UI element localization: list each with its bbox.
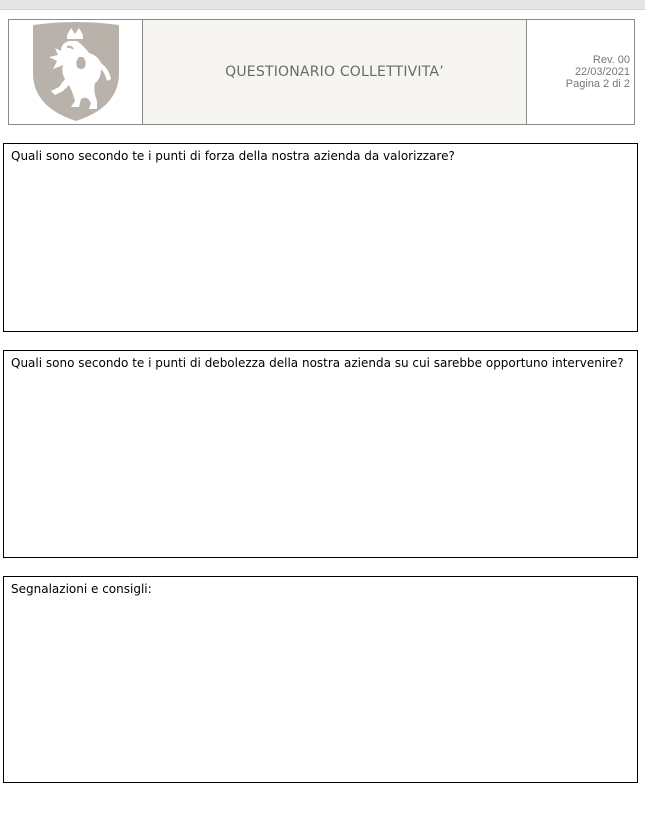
document-header xyxy=(8,19,635,125)
question-text: Segnalazioni e consigli: xyxy=(11,582,152,596)
page-number-label: Pagina 2 di 2 xyxy=(565,78,630,90)
document-title: QUESTIONARIO COLLETTIVITA’ xyxy=(143,20,527,124)
question-text: Quali sono secondo te i punti di forza della nostra azienda da valorizzare? xyxy=(11,149,455,163)
window-top-bar xyxy=(0,0,645,10)
revision-label: Rev. 00 xyxy=(592,54,630,66)
question-box-strengths[interactable] xyxy=(3,143,638,332)
question-text: Quali sono secondo te i punti di debolezza della nostra azienda su cui sarebbe opportuno intervenire? xyxy=(11,356,624,370)
document-meta xyxy=(527,20,634,124)
question-box-weaknesses[interactable] xyxy=(3,350,638,558)
question-box-suggestions[interactable] xyxy=(3,576,638,783)
heraldic-lion-shield-icon xyxy=(31,21,121,123)
logo-cell xyxy=(9,20,143,124)
date-label: 22/03/2021 xyxy=(574,66,630,78)
